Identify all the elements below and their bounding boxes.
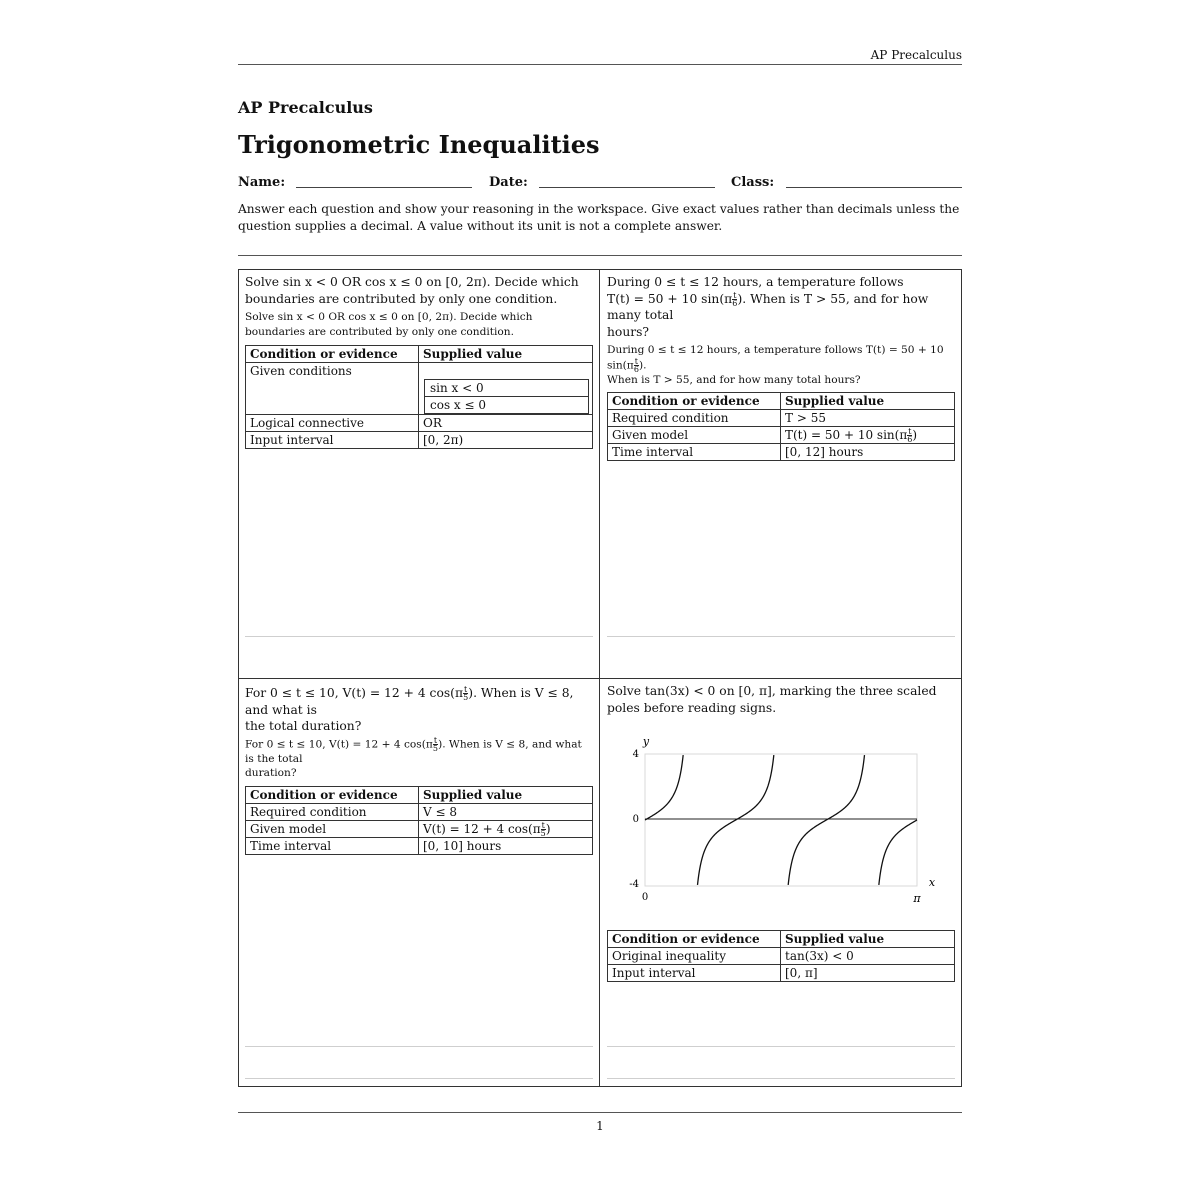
question-3 — [245, 685, 593, 855]
q1-cell-value: [0, 2π) — [419, 432, 593, 449]
q4-header-value: Supplied value — [781, 931, 955, 948]
x-tick-label: π — [913, 892, 921, 905]
q4-tan-graph — [610, 730, 950, 910]
q4-cell-value: tan(3x) < 0 — [781, 948, 955, 965]
name-label: Name: — [238, 175, 286, 190]
q1-given-value: sin x < 0 — [425, 380, 589, 397]
q2-cell-condition: Time interval — [608, 444, 781, 461]
q2-cell-value: [0, 12] hours — [781, 444, 955, 461]
q2-header-value: Supplied value — [781, 393, 955, 410]
instructions-rule — [238, 255, 962, 256]
tan-curve-group — [645, 755, 917, 885]
tan-curve-branch — [645, 755, 683, 820]
q1-evidence-table — [245, 345, 593, 449]
question-1 — [245, 274, 593, 449]
date-field[interactable] — [539, 187, 715, 188]
q4-prompt: Solve tan(3x) < 0 on [0, π], marking the three scaled poles before reading signs. — [607, 684, 937, 715]
q1-header-value: Supplied value — [419, 346, 593, 363]
q1-cell-condition: Given conditions — [246, 363, 419, 415]
y-tick-label: 4 — [632, 749, 639, 760]
class-field[interactable] — [786, 187, 962, 188]
q4-cell-value: [0, π] — [781, 965, 955, 982]
x-tick-label: 0 — [641, 892, 649, 903]
q1-given-inner-table — [424, 379, 589, 414]
q1-given-value: cos x ≤ 0 — [425, 397, 589, 414]
question-4 — [607, 683, 955, 716]
q2-prompt-text: T(t) = 50 + 10 sin(π — [607, 291, 733, 306]
q4-cell-condition: Original inequality — [608, 948, 781, 965]
q1-cell-value: OR — [419, 415, 593, 432]
q2-prompt-restated: During 0 ≤ t ≤ 12 hours, a temperature follows T(t) = 50 + 10 sin(π $\frac{t}{6}$ ). When is T > 55, and for how many total hours? — [607, 344, 944, 386]
q3-fraction: $\frac{t}{5}$ — [540, 820, 546, 838]
q2-prompt-line: hours? — [607, 324, 650, 339]
q1-prompt-restated: Solve sin x < 0 OR cos x ≤ 0 on [0, 2π). Decide which boundaries are contributed by only one condition. — [245, 311, 533, 338]
q2-fraction: $\frac{t}{6}$ — [633, 356, 639, 374]
x-axis-label: x — [928, 876, 936, 889]
q2-prompt — [607, 274, 955, 340]
page-number: 1 — [596, 1119, 604, 1133]
q2-cell-value: T(t) = 50 + 10 sin(π $\frac{t}{6}$ ) — [781, 427, 955, 444]
q2-prompt-text: ). When is T > 55, and for how many total — [607, 291, 929, 322]
q3-prompt-restated: For 0 ≤ t ≤ 10, V(t) = 12 + 4 cos(π $\frac{t}{5}$ ). When is V ≤ 8, and what is the total duration? — [245, 735, 582, 779]
q3-cell-condition: Given model — [246, 820, 419, 837]
q3-fraction: $\frac{t}{5}$ — [432, 735, 438, 753]
q4-answer-line[interactable] — [607, 1078, 955, 1079]
q3-fraction: $\frac{t}{5}$ — [463, 685, 469, 702]
tan-curve-branch — [879, 820, 917, 885]
q2-cell-condition: Required condition — [608, 410, 781, 427]
q1-cell-given-values — [419, 363, 593, 415]
q2-header-condition: Condition or evidence — [608, 393, 781, 410]
q3-evidence-table — [245, 786, 593, 855]
q3-header-condition: Condition or evidence — [246, 786, 419, 803]
q3-cell-condition: Time interval — [246, 837, 419, 854]
q3-prompt: For 0 ≤ t ≤ 10, V(t) = 12 + 4 cos(π $\frac{t}{5}$ ). When is V ≤ 8, and what is the total duration? — [245, 685, 574, 733]
q2-prompt-line — [607, 291, 955, 324]
q3-header-value: Supplied value — [419, 786, 593, 803]
q4-header-condition: Condition or evidence — [608, 931, 781, 948]
y-axis-label: y — [642, 735, 650, 748]
q4-answer-line[interactable] — [607, 1046, 955, 1047]
q4-table-wrap — [607, 930, 955, 982]
q2-fraction: $\frac{t}{6}$ — [907, 427, 913, 444]
q2-cell-value: T > 55 — [781, 410, 955, 427]
q3-answer-line[interactable] — [245, 1078, 593, 1079]
page-title: Trigonometric Inequalities — [238, 130, 600, 159]
question-2 — [607, 274, 955, 461]
header-rule — [238, 64, 962, 65]
y-tick-label: -4 — [629, 879, 639, 890]
q3-cell-value: V ≤ 8 — [419, 803, 593, 820]
q1-answer-line[interactable] — [245, 636, 593, 637]
q1-cell-condition: Logical connective — [246, 415, 419, 432]
q2-fraction: $\frac{t}{6}$ — [732, 290, 738, 308]
class-label: Class: — [731, 175, 775, 190]
y-tick-label: 0 — [632, 814, 639, 825]
q2-prompt-line: During 0 ≤ t ≤ 12 hours, a temperature follows — [607, 275, 904, 289]
q2-evidence-table — [607, 392, 955, 461]
course-name: AP Precalculus — [238, 98, 373, 117]
tan-curve-branch — [698, 755, 774, 885]
q4-evidence-table — [607, 930, 955, 982]
q1-cell-condition: Input interval — [246, 432, 419, 449]
q3-answer-line[interactable] — [245, 1046, 593, 1047]
name-field[interactable] — [296, 187, 472, 188]
running-head: AP Precalculus — [870, 48, 962, 62]
q4-cell-condition: Input interval — [608, 965, 781, 982]
plot-frame — [645, 754, 917, 886]
grid-horizontal-divider — [238, 678, 962, 679]
q1-prompt: Solve sin x < 0 OR cos x ≤ 0 on [0, 2π). Decide which boundaries are contributed by only one condition. — [245, 275, 579, 306]
date-label: Date: — [489, 175, 528, 190]
tan-curve-branch — [788, 755, 864, 885]
q3-cell-value: V(t) = 12 + 4 cos(π $\frac{t}{5}$ ) — [419, 820, 593, 837]
instructions: Answer each question and show your reasoning in the workspace. Give exact values rather than decimals unless the question supplies a decimal. A value without its unit is not a complete answer. — [238, 202, 960, 233]
q2-cell-condition: Given model — [608, 427, 781, 444]
footer-rule — [238, 1112, 962, 1113]
q2-answer-line[interactable] — [607, 636, 955, 637]
q3-cell-condition: Required condition — [246, 803, 419, 820]
q3-cell-value: [0, 10] hours — [419, 837, 593, 854]
q1-header-condition: Condition or evidence — [246, 346, 419, 363]
